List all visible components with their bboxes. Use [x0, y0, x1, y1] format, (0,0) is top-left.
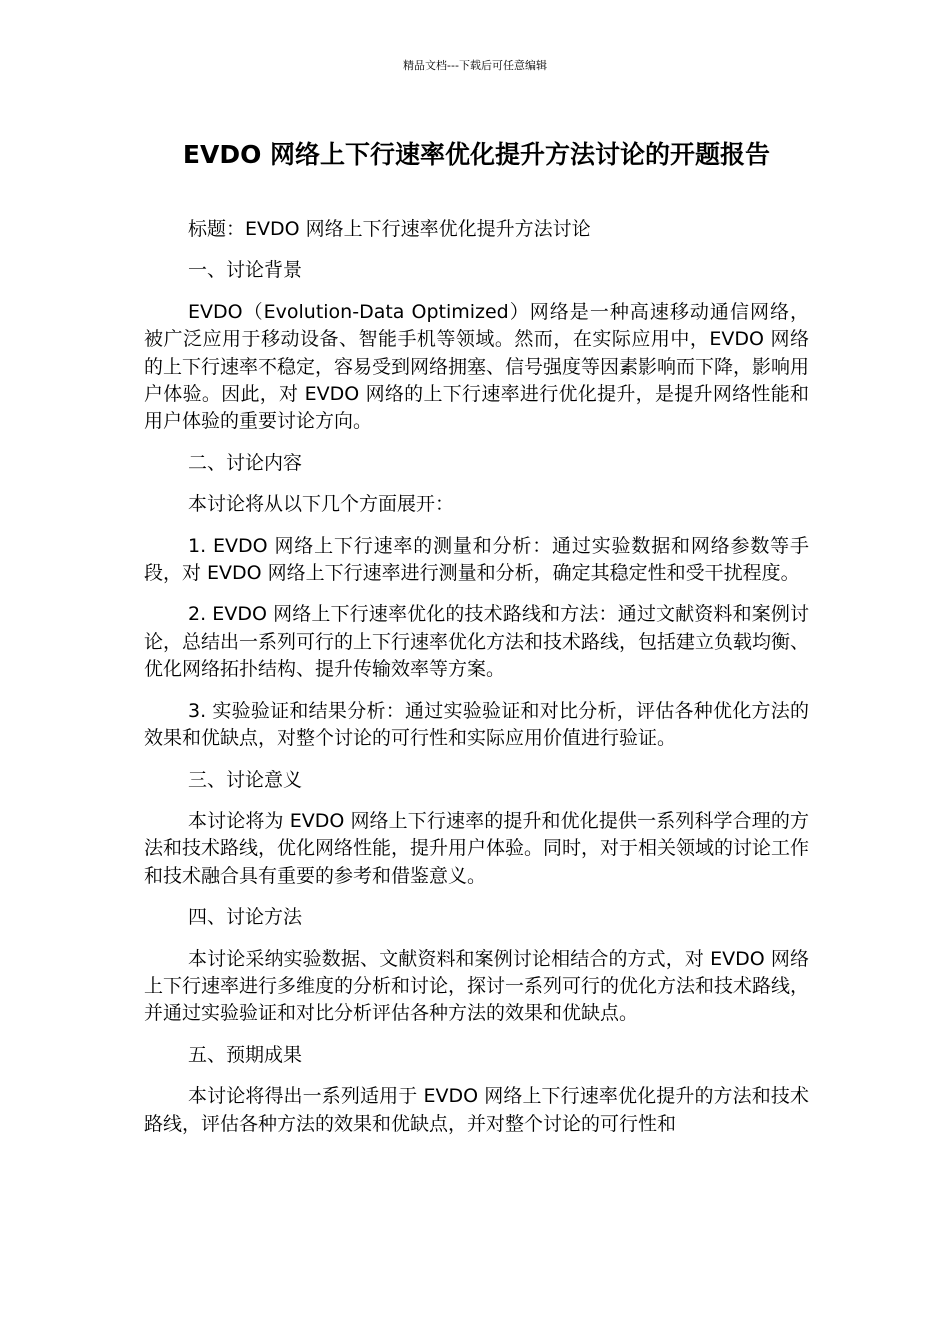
document-body — [144, 216, 809, 1152]
section-heading-background: 一、讨论背景 — [188, 259, 303, 282]
content-item-1: 1. EVDO 网络上下行速率的测量和分析：通过实验数据和网络参数等手段，对 EVDO 网络上下行速率进行测量和分析，确定其稳定性和受干扰程度。 — [144, 534, 809, 585]
expected-paragraph: 本讨论将得出一系列适用于 EVDO 网络上下行速率优化提升的方法和技术路线，评估各种方法的效果和优缺点，并对整个讨论的可行性和 — [144, 1085, 809, 1135]
method-paragraph: 本讨论采纳实验数据、文献资料和案例讨论相结合的方式，对 EVDO 网络上下行速率进行多维度的分析和讨论，探讨一系列可行的优化方法和技术路线，并通过实验验证和对比分析评估各种方法的效果和优缺点。 — [144, 947, 810, 1025]
section-heading-method: 四、讨论方法 — [188, 906, 303, 929]
subject-line: 标题：EVDO 网络上下行速率优化提升方法讨论 — [188, 218, 591, 240]
content-item-3: 3. 实验验证和结果分析：通过实验验证和对比分析，评估各种优化方法的效果和优缺点，对整个讨论的可行性和实际应用价值进行验证。 — [144, 699, 809, 750]
section-heading-expected: 五、预期成果 — [188, 1043, 303, 1066]
background-paragraph: EVDO（Evolution-Data Optimized）网络是一种高速移动通信网络，被广泛应用于移动设备、智能手机等领域。然而，在实际应用中，EVDO 网络的上下行速率不稳定，容易受到网络拥塞、信号强度等因素影响而下降，影响用户体验。因此，对 EVDO 网络的上下行速率进行优化提升，是提升网络性能和用户体验的重要讨论方向。 — [144, 300, 810, 433]
document-title: EVDO 网络上下行速率优化提升方法讨论的开题报告 — [182, 140, 771, 169]
significance-paragraph: 本讨论将为 EVDO 网络上下行速率的提升和优化提供一系列科学合理的方法和技术路线，优化网络性能，提升用户体验。同时，对于相关领域的讨论工作和技术融合具有重要的参考和借鉴意义。 — [144, 809, 810, 887]
content-intro: 本讨论将从以下几个方面展开： — [188, 493, 455, 516]
section-heading-significance: 三、讨论意义 — [188, 768, 303, 791]
header-note: 精品文档---下载后可任意编辑 — [403, 59, 547, 72]
section-heading-content: 二、讨论内容 — [188, 451, 303, 474]
content-item-2: 2. EVDO 网络上下行速率优化的技术路线和方法：通过文献资料和案例讨论，总结出一系列可行的上下行速率优化方法和技术路线，包括建立负载均衡、优化网络拓扑结构、提升传输效率等方案。 — [144, 603, 810, 681]
